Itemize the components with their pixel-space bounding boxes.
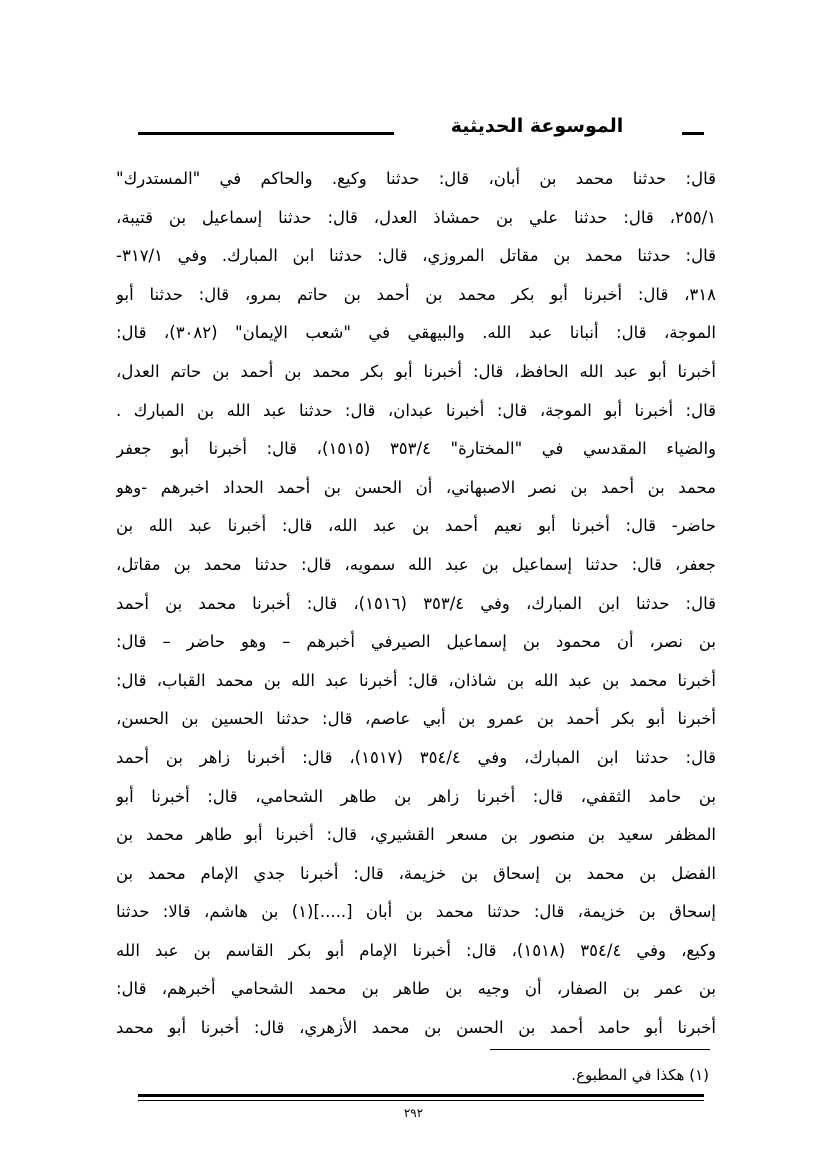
body-line: أخبرنا محمد بن عبد الله بن شاذان، قال: أخبرنا عبد الله بن محمد القباب، قال: — [116, 670, 716, 690]
header-rule-left — [138, 132, 394, 135]
body-line: قال: أخبرنا أبو الموجة، قال: أخبرنا عبدان، قال: حدثنا عبد الله بن المبارك . — [116, 400, 716, 420]
body-line: قال: حدثنا ابن المبارك، وفي ٣٥٣/٤ (١٥١٦)، قال: أخبرنا محمد بن أحمد — [116, 593, 716, 613]
page-header — [138, 112, 704, 142]
body-line: إسحاق بن خزيمة، قال: حدثنا محمد بن أبان [.....](١) بن هاشم، قالا: حدثنا — [116, 902, 716, 922]
body-line: أخبرنا أبو عبد الله الحافظ، قال: أخبرنا أبو بكر محمد بن أحمد بن حاتم العدل، — [116, 361, 716, 381]
body-line: الفضل بن محمد بن إسحاق بن خزيمة، قال: أخبرنا جدي الإمام محمد بن — [116, 863, 716, 883]
page-number: ٢٩٢ — [403, 1106, 424, 1120]
body-line: جعفر، قال: حدثنا إسماعيل بن عبد الله سمويه، قال: حدثنا محمد بن مقاتل، — [116, 554, 716, 574]
body-line: الموجة، قال: أنبانا عبد الله. والبيهقي في "شعب الإيمان" (٣٠٨٢)، قال: — [116, 323, 716, 343]
body-line: ٣١٨، قال: أخبرنا أبو بكر محمد بن أحمد بن حاتم بمرو، قال: حدثنا أبو — [116, 284, 716, 304]
body-line: وكيع، وفي ٣٥٤/٤ (١٥١٨)، قال: أخبرنا الإمام أبو بكر القاسم بن عبد الله — [116, 940, 716, 960]
body-line: والضياء المقدسي في "المختارة" ٣٥٣/٤ (١٥١٥)، قال: أخبرنا أبو جعفر — [116, 439, 716, 459]
body-line: المظفر سعيد بن منصور بن مسعر القشيري، قال: أخبرنا أبو طاهر محمد بن — [116, 825, 716, 845]
header-rule-right — [682, 132, 704, 135]
footer-rule-thick — [138, 1094, 704, 1097]
footnote: (١) هكذا في المطبوع. — [571, 1066, 709, 1084]
body-line: قال: حدثنا ابن المبارك، وفي ٣٥٤/٤ (١٥١٧)، قال: أخبرنا زاهر بن أحمد — [116, 747, 716, 767]
body-line: بن نصر، أن محمود بن إسماعيل الصيرفي أخبرهم – وهو حاضر – قال: — [116, 632, 716, 652]
body-line: محمد بن أحمد بن نصر الاصبهاني، أن الحسن بن أحمد الحداد اخبرهم -وهو — [116, 477, 716, 497]
body-line: ٢٥٥/١، قال: حدثنا علي بن حمشاذ العدل، قال: حدثنا إسماعيل بن قتيبة، — [116, 207, 716, 227]
body-line: قال: حدثنا محمد بن مقاتل المروزي، قال: حدثنا ابن المبارك. وفي ٣١٧/١- — [116, 246, 716, 266]
body-line: أخبرنا أبو بكر أحمد بن عمرو بن أبي عاصم، قال: حدثنا الحسين بن الحسن، — [116, 709, 716, 729]
footnote-separator — [490, 1049, 710, 1050]
header-title: الموسوعة الحديثية — [450, 115, 624, 137]
footer-rule-thin — [138, 1100, 704, 1101]
body-line: قال: حدثنا محمد بن أبان، قال: حدثنا وكيع. والحاكم في "المستدرك" — [116, 169, 716, 188]
body-line: أخبرنا أبو حامد أحمد بن الحسن بن محمد الأزهري، قال: أخبرنا أبو محمد — [116, 1018, 716, 1038]
body-text — [116, 160, 716, 1048]
body-line: حاضر- قال: أخبرنا أبو نعيم أحمد بن عبد الله، قال: أخبرنا عبد الله بن — [116, 516, 716, 536]
body-line: بن حامد الثقفي، قال: أخبرنا زاهر بن طاهر الشحامي، قال: أخبرنا أبو — [116, 786, 716, 806]
body-line: بن عمر بن الصفار، أن وجيه بن طاهر بن محمد الشحامي أخبرهم، قال: — [116, 979, 716, 999]
